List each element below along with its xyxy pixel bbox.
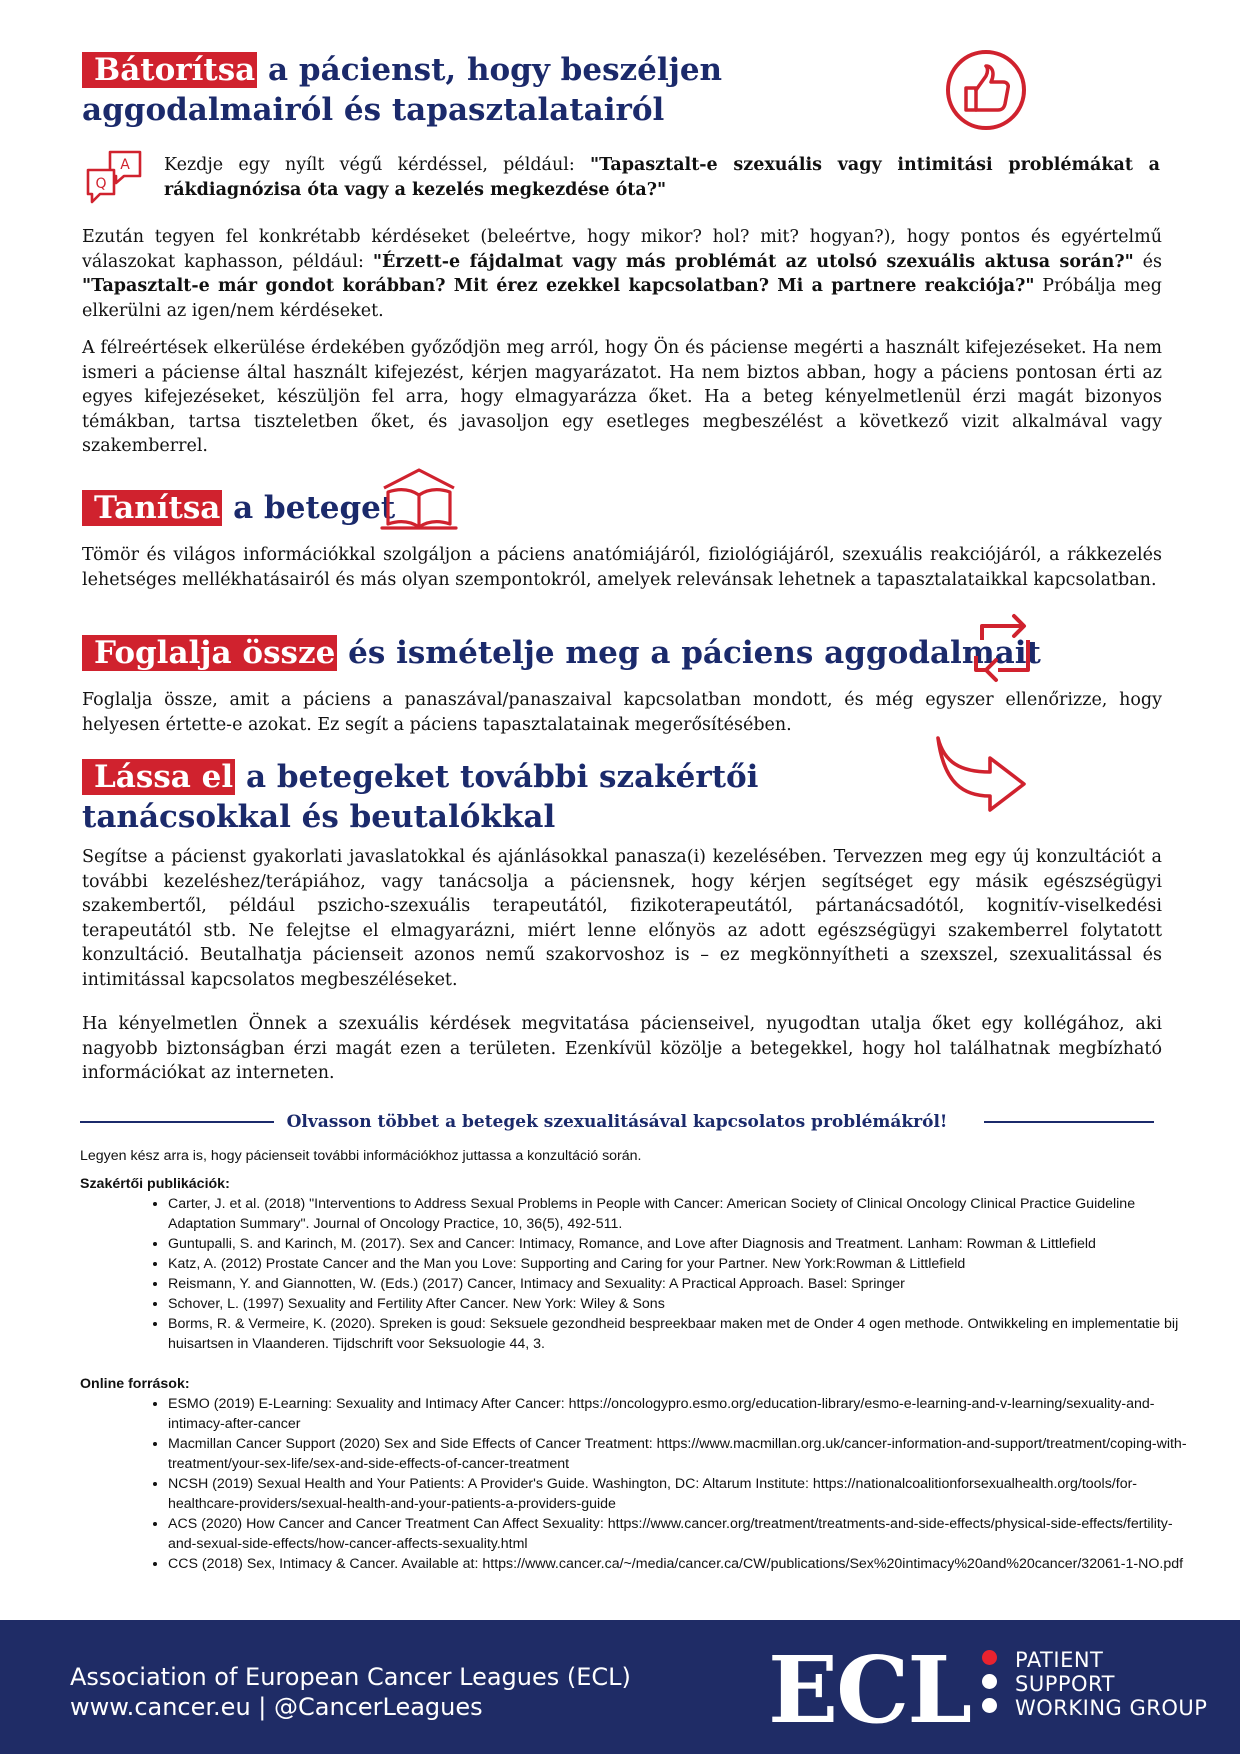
- read-more-divider: [80, 1108, 1154, 1136]
- section1-intro: [164, 153, 1160, 202]
- logo-dot: [982, 1698, 997, 1713]
- text-span: Próbálja meg elkerülni az igen/nem kérdéseket.: [82, 276, 1162, 321]
- references: [80, 1146, 1190, 1574]
- expert-publications-list: [80, 1194, 1190, 1354]
- intro-plain: Kezdje egy nyílt végű kérdéssel, például:: [164, 155, 590, 175]
- heading-rest: a pácienst, hogy beszéljen aggodalmairól és tapasztalatairól: [82, 52, 723, 128]
- example-question: "Tapasztalt-e már gondot korábban? Mit érez ezekkel kapcsolatban? Mi a partnere reakciója?": [82, 276, 1035, 296]
- intro-question: "Tapasztalt-e szexuális vagy intimitási problémákat a rákdiagnózisa óta vagy a kezelés megkezdése óta?": [164, 155, 1160, 200]
- section-heading: [82, 757, 952, 837]
- footer-links[interactable]: www.cancer.eu | @CancerLeagues: [70, 1693, 483, 1721]
- qa-q-letter: Q: [95, 176, 107, 192]
- intro-paragraph: [164, 153, 1160, 202]
- working-group-line: PATIENT: [1015, 1648, 1104, 1672]
- list-item: • Guntupalli, S. and Karinch, M. (2017). Sex and Cancer: Intimacy, Romance, and Love after Diagnosis and Treatment. Lanham: Rowman & Littlefield: [168, 1234, 1190, 1254]
- footer: [0, 1620, 1240, 1754]
- online-sources-label: Online források:: [80, 1376, 190, 1392]
- list-item[interactable]: • NCSH (2019) Sexual Health and Your Patients: A Provider's Guide. Washington, DC: Altarum Institute: https://nationalcoalitionforsexualhealth.org/tools/for-healthcare-providers/sexual-health-and-your-patients-a-providers-guide: [168, 1474, 1190, 1514]
- paragraph-misunderstandings: A félreértések elkerülése érdekében győződjön meg arról, hogy Ön és páciense megérti a használt kifejezéseket. Ha nem ismeri a páciense által használt kifejezést, kérjen magyarázatot. Ha nem biztos abban, hogy a páciens pontosan érti az egyes kifejezéseket, készüljön fel arra, hogy elmagyarázza őket. Ha a beteg kényelmetlenül érzi magát bizonyos témákban, tartsa tiszteletben őket, és javasoljon egy esetleges megbeszélést a következő vizit alkalmával vagy szakemberrel.: [82, 338, 1162, 456]
- list-item[interactable]: • CCS (2018) Sex, Intimacy & Cancer. Available at: https://www.cancer.ca/~/media/cancer.ca/CW/publications/Sex%20intimacy%20and%20cancer/32061-1-NO.pdf: [168, 1554, 1190, 1574]
- section2-body: [82, 543, 1162, 592]
- heading-highlight: Bátorítsa: [82, 52, 257, 88]
- working-group-label: [1015, 1648, 1207, 1720]
- heading-rest: a betegeket további szakértői tanácsokkal és beutalókkal: [82, 759, 759, 835]
- forward-arrow-icon: [934, 734, 1030, 814]
- qa-chat-icon: [84, 148, 146, 210]
- paragraph-refer: Segítse a pácienst gyakorlati javaslatokkal és ajánlásokkal panasza(i) kezelésében. Tervezzen meg egy új konzultációt a további kezeléshez/terápiához, vagy tanácsolja a páciensnek, hogy kérjen segítséget egy másik egészségügyi szakembertől, például pszicho-szexuális terapeutától, fizikoterapeutától, pártanácsadótól, kognitív-viselkedési terapeutától stb. Ne felejtse el elmagyarázni, miért lenne előnyös az adott egészségügyi szakemberrel folytatott konzultáció. Beutalhatja pácienseit azonos nemű szakorvoshoz is – ez megkönnyítheti a szexszel, szexualitással és intimitással kapcsolatos megbeszéléseket.: [82, 847, 1162, 990]
- qa-a-letter: A: [120, 157, 130, 173]
- open-book-icon: [378, 466, 460, 536]
- paragraph-colleague: Ha kényelmetlen Önnek a szexuális kérdések megvitatása pácienseivel, nyugodtan utalja őket egy kollégához, aki nagyobb biztonságban érzi magát ezen a területen. Ezenkívül közölje a betegekkel, hogy hol találhatnak megbízható információkat az interneten.: [82, 1014, 1162, 1083]
- section3-body: [82, 688, 1162, 737]
- ecl-logo: ECL: [768, 1636, 971, 1744]
- expert-publications-label: Szakértői publikációk:: [80, 1176, 230, 1192]
- text-span: Ezután tegyen fel konkrétabb kérdéseket (beleértve, hogy mikor? hol? mit? hogyan?), hogy pontos és egyértelmű válaszokat kaphasson, például:: [82, 227, 1162, 272]
- heading-highlight: Tanítsa: [82, 490, 222, 526]
- footer-text: [70, 1662, 631, 1722]
- text-span: és: [1133, 251, 1162, 272]
- section-heading: [82, 488, 1162, 528]
- list-item[interactable]: • Macmillan Cancer Support (2020) Sex and Side Effects of Cancer Treatment: https://www.macmillan.org.uk/cancer-information-and-support/treatment/coping-with-treatment/your-sex-life/sex-and-side-effects-of-cancer-treatment: [168, 1434, 1190, 1474]
- logo-dot-red: [982, 1650, 997, 1665]
- list-item: • Schover, L. (1997) Sexuality and Fertility After Cancer. New York: Wiley & Sons: [168, 1294, 1190, 1314]
- heading-rest: a beteget: [222, 490, 396, 526]
- paragraph-teach: Tömör és világos információkkal szolgáljon a páciens anatómiájáról, fiziológiájáról, szexuális reakciójáról, a rákkezelés lehetséges mellékhatásairól és más olyan szempontokról, amelyek relevánsak lehetnek a tapasztalataikkal kapcsolatban.: [82, 545, 1162, 590]
- read-more-title: Olvasson többet a betegek szexualitásával kapcsolatos problémákról!: [286, 1112, 948, 1132]
- list-item: • Carter, J. et al. (2018) "Interventions to Address Sexual Problems in People with Cancer: American Society of Clinical Oncology Clinical Practice Guideline Adaptation Summary". Journal of Oncology Practice, 10, 36(5), 492-511.: [168, 1194, 1190, 1234]
- working-group-line: WORKING GROUP: [1015, 1696, 1208, 1720]
- references-intro: Legyen kész arra is, hogy pácienseit további információkhoz juttassa a konzultáció során.: [80, 1148, 642, 1164]
- footer-org-name: Association of European Cancer Leagues (ECL): [70, 1663, 631, 1691]
- thumbs-up-icon: [944, 48, 1028, 132]
- heading-rest: és ismételje meg a páciens aggodalmait: [337, 635, 1041, 671]
- repeat-arrows-icon: [966, 610, 1042, 686]
- list-item: • Borms, R. & Vermeire, K. (2020). Spreken is goud: Seksuele gezondheid bespreekbaar maken met de Onder 4 ogen methode. Ontwikkeling en implementatie bij huisartsen in Vlaanderen. Tijdschrift voor Seksuologie 44, 3.: [168, 1314, 1190, 1354]
- logo-dot: [982, 1674, 997, 1689]
- heading-highlight: Lássa el: [82, 759, 235, 795]
- list-item[interactable]: • ACS (2020) How Cancer and Cancer Treatment Can Affect Sexuality: https://www.cancer.org/treatment/treatments-and-side-effects/physical-side-effects/fertility-and-sexual-side-effects/how-cancer-affects-sexuality.html: [168, 1514, 1190, 1554]
- heading-highlight: Foglalja össze: [82, 635, 337, 671]
- list-item[interactable]: • ESMO (2019) E-Learning: Sexuality and Intimacy After Cancer: https://oncologypro.esmo.org/education-library/esmo-e-learning-and-v-learning/sexuality-and-intimacy-after-cancer: [168, 1394, 1190, 1434]
- section1-body: [82, 225, 1162, 459]
- list-item: • Reismann, Y. and Giannotten, W. (Eds.) (2017) Cancer, Intimacy and Sexuality: A Practical Approach. Basel: Springer: [168, 1274, 1190, 1294]
- section-teach: [82, 488, 1162, 528]
- paragraph-specific-questions: [82, 225, 1162, 323]
- paragraph-summarize: Foglalja össze, amit a páciens a panaszával/panaszaival kapcsolatban mondott, és még egyszer ellenőrizze, hogy helyesen értette-e azokat. Ez segít a páciens tapasztalatainak megerősítésében.: [82, 690, 1162, 735]
- section-refer: [82, 757, 952, 837]
- working-group-line: SUPPORT: [1015, 1672, 1115, 1696]
- section-encourage: [82, 50, 962, 130]
- list-item: • Katz, A. (2012) Prostate Cancer and the Man you Love: Supporting and Caring for your Partner. New York:Rowman & Littlefield: [168, 1254, 1190, 1274]
- online-sources-list: [80, 1394, 1190, 1574]
- section-heading: [82, 50, 962, 130]
- example-question: "Érzett-e fájdalmat vagy más problémát az utolsó szexuális aktusa során?": [372, 251, 1134, 272]
- section4-body: [82, 845, 1162, 1086]
